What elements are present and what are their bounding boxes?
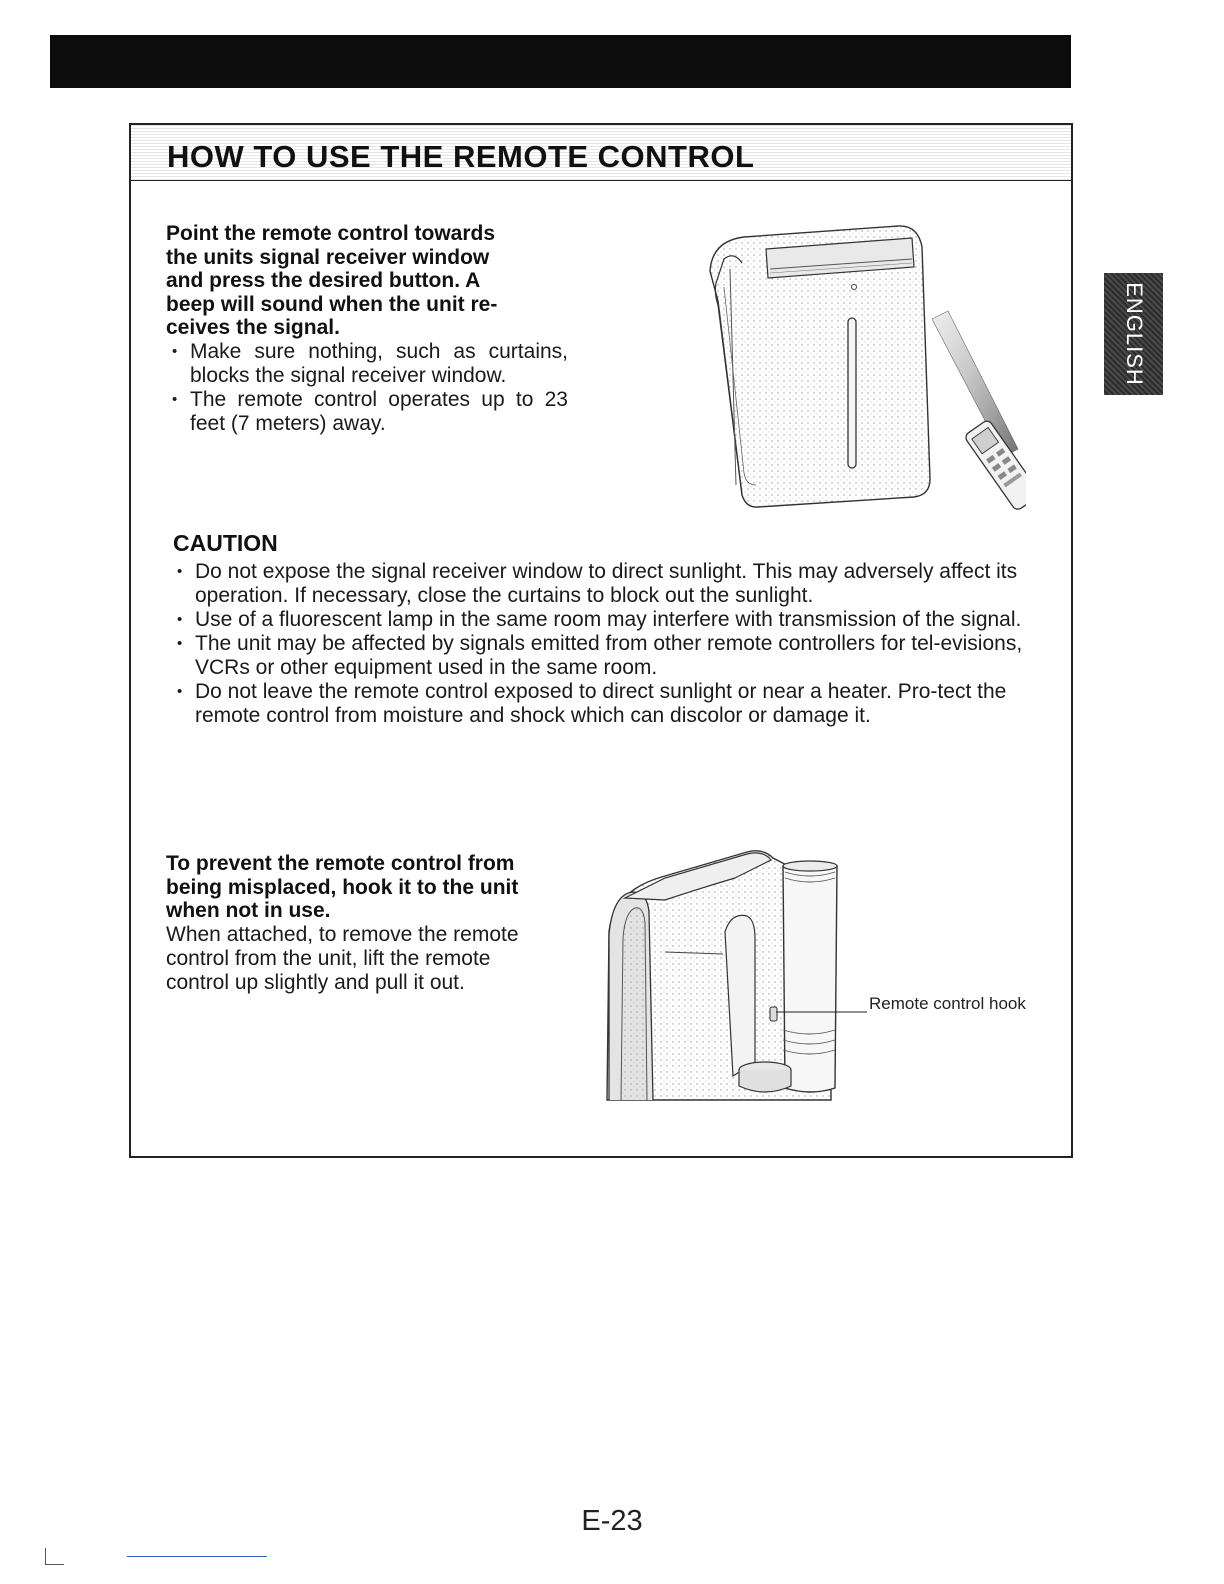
caution-title: CAUTION	[173, 530, 278, 556]
prevent-heading	[166, 852, 578, 923]
caution-item: • Use of a fluorescent lamp in the same room may interfere with transmission of the signal.	[171, 608, 1051, 632]
intro-line: beep will sound when the unit re-	[166, 292, 498, 316]
prevent-section	[166, 852, 578, 995]
prevent-heading-line: when not in use.	[166, 899, 331, 922]
page-number: E-23	[581, 1505, 643, 1537]
intro-bullet: • The remote control operates up to 23 feet (7 meters) away.	[166, 388, 568, 436]
prevent-heading-line: To prevent the remote control from	[166, 852, 515, 875]
intro-bullet-list	[166, 340, 568, 436]
caution-section	[171, 530, 1051, 728]
header-bar	[50, 35, 1071, 88]
intro-instruction	[166, 222, 568, 340]
remote-hook-illustration	[605, 842, 1045, 1102]
hook-callout-label: Remote control hook	[869, 994, 1026, 1013]
remote-aiming-illustration	[686, 223, 1026, 513]
intro-line: the units signal receiver window	[166, 245, 490, 269]
prevent-body	[166, 923, 578, 995]
intro-line: Point the remote control towards	[166, 222, 496, 245]
prevent-body-line: When attached, to remove the remote	[166, 922, 519, 946]
intro-section	[166, 222, 568, 436]
prevent-heading-line: being misplaced, hook it to the unit	[166, 875, 519, 899]
caution-item: • Do not expose the signal receiver window to direct sunlight. This may adversely affect its operation. If necessary, close the curtains to block out the sunlight.	[171, 560, 1051, 608]
page-title: HOW TO USE THE REMOTE CONTROL	[167, 139, 755, 174]
footer-rule	[127, 1556, 267, 1557]
caution-list	[171, 560, 1051, 728]
language-tab	[1104, 273, 1163, 395]
caution-item: • Do not leave the remote control exposed to direct sunlight or near a heater. Pro-tect the remote control from moisture and shock which can discolor or damage it.	[171, 680, 1051, 728]
content-box	[129, 123, 1073, 1158]
intro-line: ceives the signal.	[166, 316, 340, 339]
intro-line: and press the desired button. A	[166, 269, 481, 292]
prevent-body-line: control from the unit, lift the remote	[166, 946, 491, 970]
language-tab-label: ENGLISH	[1121, 282, 1147, 386]
crop-mark	[45, 1548, 64, 1565]
caution-item: • The unit may be affected by signals emitted from other remote controllers for tel-evisions, VCRs or other equipment used in the same room.	[171, 632, 1051, 680]
prevent-body-line: control up slightly and pull it out.	[166, 970, 465, 994]
section-header	[131, 125, 1071, 181]
intro-bullet: • Make sure nothing, such as curtains, blocks the signal receiver window.	[166, 340, 568, 388]
